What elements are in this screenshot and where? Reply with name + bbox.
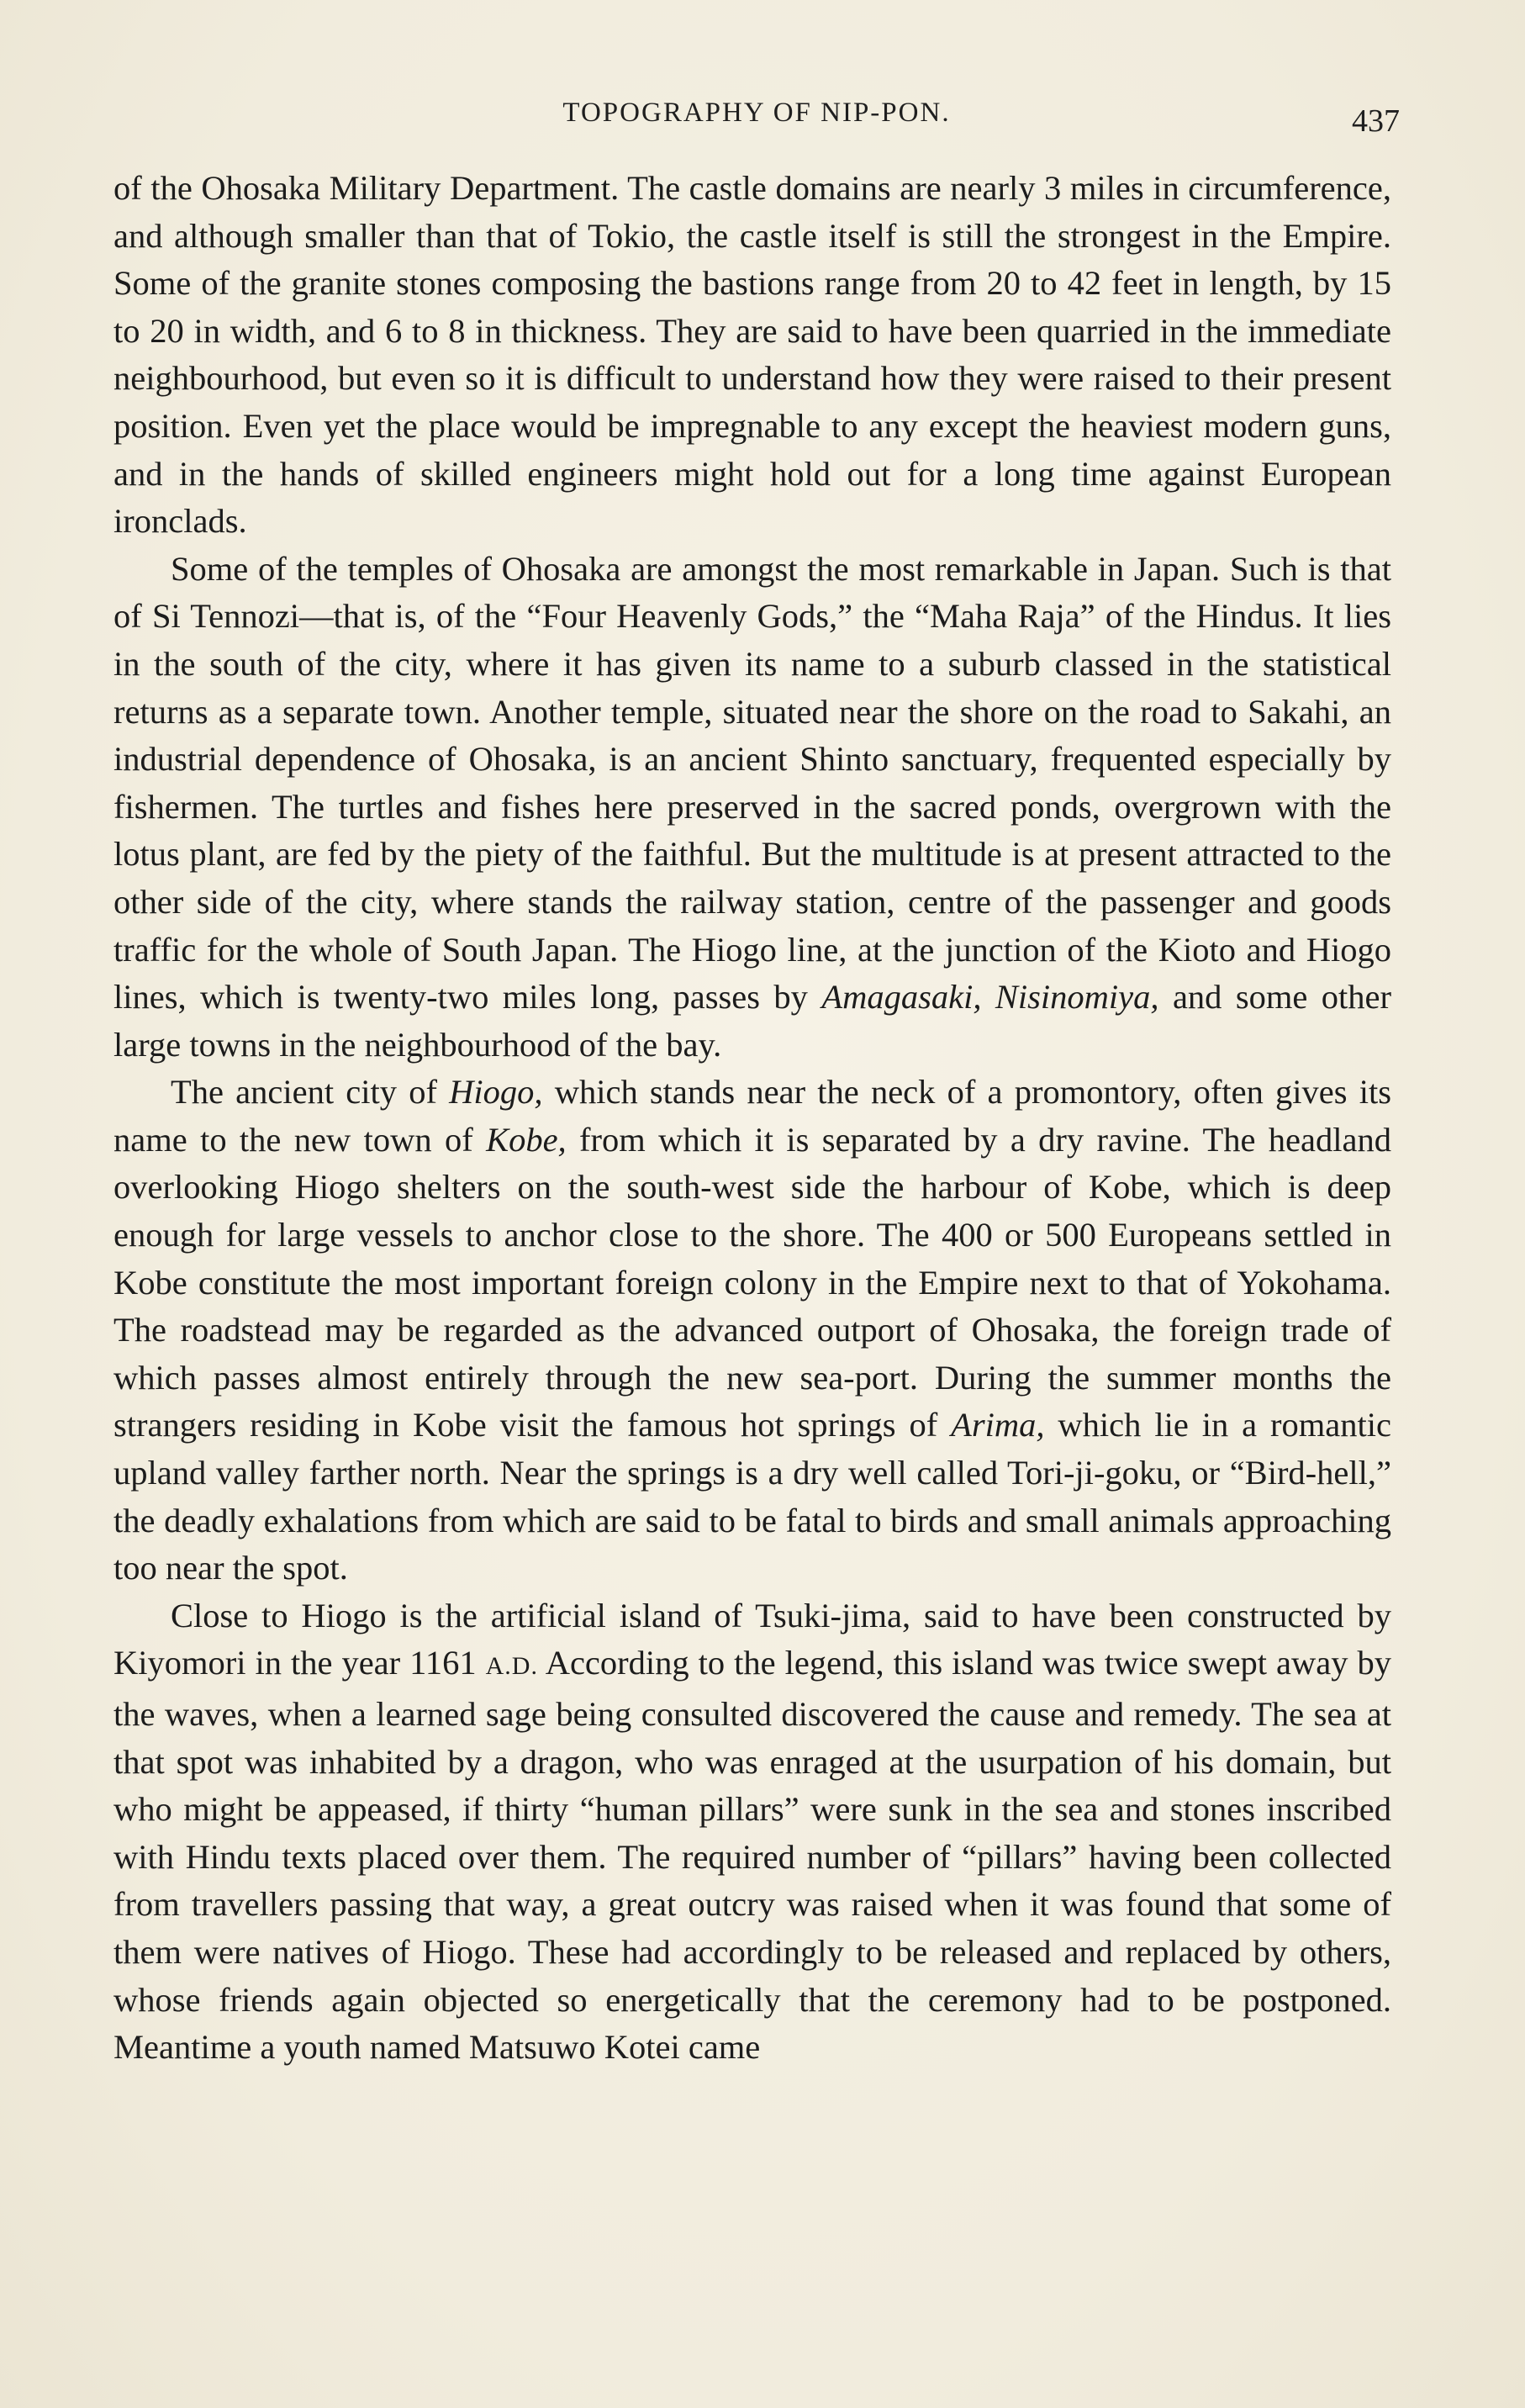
italic-run: Kobe, xyxy=(486,1120,567,1159)
text-run: Some of the temples of Ohosaka are amongst the most remarkable in Japan. Such is that of Si Tennozi—that is, of the “Four Heavenly Gods,” the “Maha Raja” of the Hindus. It lies in the south of the city, where it has given its name to a suburb classed in the statistical returns as a separate town. Another temple, situated near the shore on the road to Sakahi, an industrial dependence of Ohosaka, is an ancient Shinto sanctuary, frequented especially by fishermen. The turtles and fishes here preserved in the sacred ponds, overgrown with the lotus plant, are fed by the piety of the faithful. But the multitude is at present attracted to the other side of the city, where stands the railway station, centre of the passenger and goods traffic for the whole of South Japan. The Hiogo line, at the junction of the Kioto and Hiogo lines, which is twenty-two miles long, passes by xyxy=(113,549,1391,1017)
italic-run: Amagasaki, Nisinomiya, xyxy=(821,978,1159,1017)
italic-run: Arima, xyxy=(951,1406,1045,1444)
running-title: TOPOGRAPHY OF NIP-PON. xyxy=(562,98,951,128)
text-run: According to the legend, this island was twice swept away by the waves, when a learned sage being consulted discovered the cause and remedy. The sea at that spot was inhabited by a dragon, who was enraged at the usurpation of his domain, but who might be appeased, if thirty “human pillars” were sunk in the sea and stones inscribed with Hindu texts placed over them. The required number of “pillars” having been collected from travellers passing that way, a great outcry was raised when it was found that some of them were natives of Hiogo. These had accordingly to be released and replaced by others, whose friends again objected so energetically that the ceremony had to be postponed. Meantime a youth named Matsuwo Kotei came xyxy=(113,1644,1391,2067)
small-caps-run: A.D. xyxy=(485,1652,538,1681)
page-number: 437 xyxy=(1352,103,1400,139)
text-run: and some other large towns in the neighbourhood of the bay. xyxy=(113,978,1391,1064)
text-run: which lie in a romantic upland valley farther north. Near the springs is a dry well called Tori-ji-goku, or “Bird-hell,” the deadly exhalations from which are said to be fatal to birds and small animals approaching too near the spot. xyxy=(113,1406,1391,1587)
paragraph xyxy=(113,1069,1391,1592)
paragraph xyxy=(113,546,1391,1069)
paragraph xyxy=(113,1592,1391,2072)
body-text xyxy=(113,165,1391,2072)
text-run: which stands near the neck of a promontory, often gives its name to the new town of xyxy=(113,1073,1391,1159)
italic-run: Hiogo, xyxy=(449,1073,543,1112)
text-run: of the Ohosaka Military Department. The castle domains are nearly 3 miles in circumference, and although smaller than that of Tokio, the castle itself is still the strongest in the Empire. Some of the granite stones composing the bastions range from 20 to 42 feet in length, by 15 to 20 in width, and 6 to 8 in thickness. They are said to have been quarried in the immediate neighbourhood, but even so it is difficult to understand how they were raised to their present position. Even yet the place would be impregnable to any except the heaviest modern guns, and in the hands of skilled engineers might hold out for a long time against European ironclads. xyxy=(113,169,1391,541)
text-run: from which it is separated by a dry ravine. The headland overlooking Hiogo shelters on the south-west side the harbour of Kobe, which is deep enough for large vessels to anchor close to the shore. The 400 or 500 Europeans settled in Kobe constitute the most important foreign colony in the Empire next to that of Yokohama. The roadstead may be regarded as the advanced outport of Ohosaka, the foreign trade of which passes almost entirely through the new sea-port. During the summer months the strangers residing in Kobe visit the famous hot springs of xyxy=(113,1120,1391,1444)
paragraph xyxy=(113,165,1391,546)
text-run: Close to Hiogo is the artificial island of Tsuki-jima, said to have been constructed by Kiyomori in the year 1161 xyxy=(113,1596,1391,1682)
page-header xyxy=(113,91,1400,141)
text-run: The ancient city of xyxy=(171,1073,450,1112)
